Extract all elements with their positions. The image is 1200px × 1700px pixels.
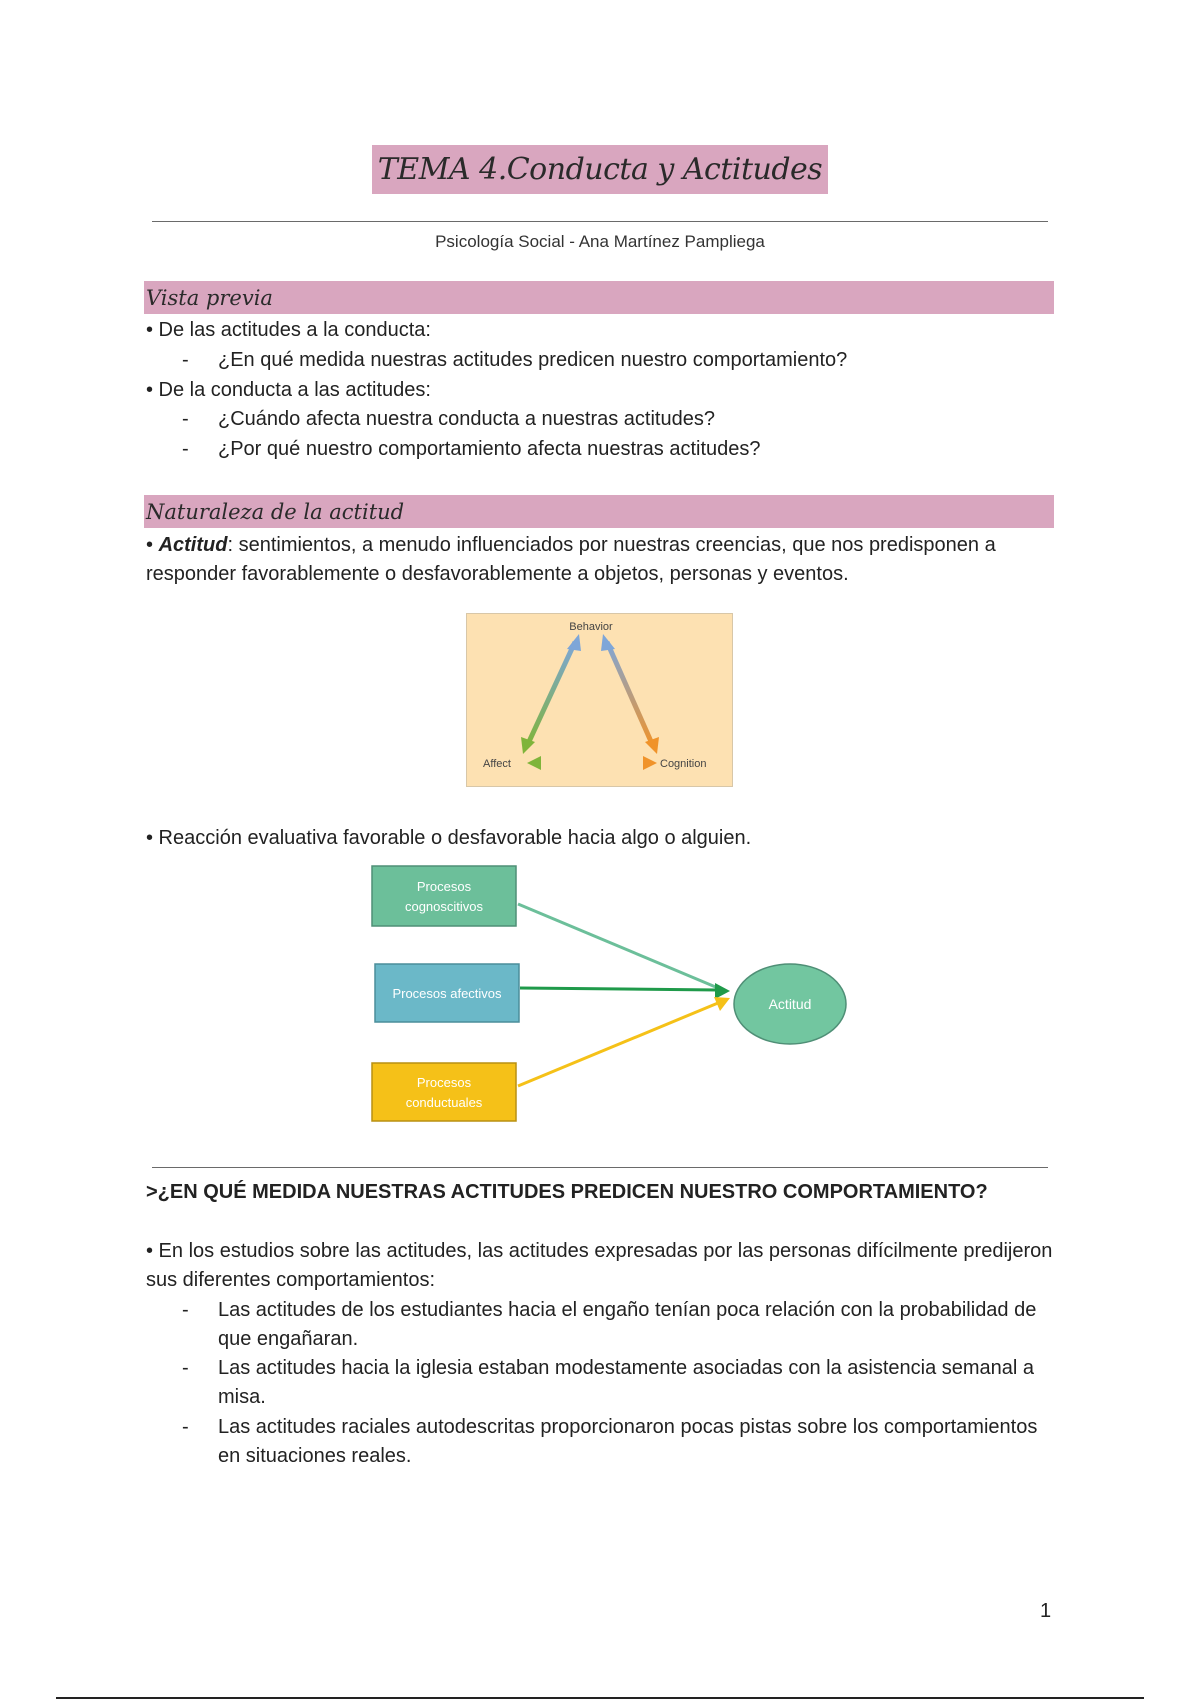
arrowhead-affect-side bbox=[527, 756, 541, 770]
evaluative-reaction: • Reacción evaluativa favorable o desfavorable hacia algo o alguien. bbox=[146, 827, 752, 849]
section-title-nature: Naturaleza de la actitud bbox=[146, 500, 405, 524]
ellipse-attitude-label: Actitud bbox=[768, 996, 812, 1012]
arrowhead-attitude-center bbox=[715, 983, 730, 999]
label-affect: Affect bbox=[483, 758, 511, 770]
header-divider bbox=[152, 221, 1048, 222]
abc-model-diagram bbox=[466, 613, 733, 787]
question-item-1: Las actitudes de los estudiantes hacia el engaño tenían poca relación con la probabilidad de que engañaran. bbox=[218, 1299, 1037, 1350]
arrowhead-behavior-right bbox=[601, 634, 615, 651]
list-dash: - bbox=[182, 1299, 189, 1321]
list-dash: - bbox=[182, 349, 189, 371]
question-intro: • En los estudios sobre las actitudes, las actitudes expresadas por las personas difícilmente predijeron sus diferentes comportamientos: bbox=[146, 1240, 1053, 1291]
page-subtitle: Psicología Social - Ana Martínez Pampliega bbox=[435, 232, 765, 251]
box-cognitive bbox=[372, 866, 516, 926]
bottom-border bbox=[56, 1697, 1144, 1699]
label-cognition: Cognition bbox=[660, 758, 707, 770]
title-wrap bbox=[0, 145, 1200, 194]
attitude-process-diagram bbox=[360, 858, 860, 1128]
arrow-affect-behavior bbox=[527, 642, 575, 746]
preview-bullet-1-item-1: ¿En qué medida nuestras actitudes predicen nuestro comportamiento? bbox=[218, 349, 848, 371]
attitude-definition: • Actitud: sentimientos, a menudo influenciados por nuestras creencias, que nos predisponen a responder favorablemente o desfavorablemente a objetos, personas y eventos. bbox=[146, 534, 996, 585]
preview-bullet-2-item-2: ¿Por qué nuestro comportamiento afecta nuestras actitudes? bbox=[218, 438, 761, 460]
attitude-definition-text: : sentimientos, a menudo influenciados por nuestras creencias, que nos predisponen a responder favorablemente o desfavorablemente a objetos, personas y eventos. bbox=[146, 534, 996, 585]
box-cognitive-line-2: cognoscitivos bbox=[404, 899, 484, 914]
section-divider bbox=[152, 1167, 1048, 1168]
arrowhead-cognition-top bbox=[645, 737, 659, 754]
box-behavioral-line-1: Procesos bbox=[416, 1075, 472, 1090]
list-dash: - bbox=[182, 438, 189, 460]
list-dash: - bbox=[182, 1357, 189, 1379]
abc-model-svg bbox=[467, 614, 732, 786]
attitude-process-svg bbox=[360, 858, 860, 1128]
preview-bullet-2-item-1: ¿Cuándo afecta nuestra conducta a nuestras actitudes? bbox=[218, 408, 715, 430]
arrowhead-affect-top bbox=[521, 737, 535, 754]
arrowhead-cognition-side bbox=[643, 756, 657, 770]
label-behavior: Behavior bbox=[569, 621, 613, 633]
arrow-behavioral-attitude bbox=[518, 1003, 718, 1086]
section-title-preview: Vista previa bbox=[146, 286, 273, 310]
question-item-2: Las actitudes hacia la iglesia estaban modestamente asociadas con la asistencia semanal a misa. bbox=[218, 1357, 1035, 1408]
section-header-nature bbox=[144, 495, 1054, 528]
box-affective-label: Procesos afectivos bbox=[392, 986, 502, 1001]
page-number: 1 bbox=[1040, 1600, 1052, 1622]
box-behavioral bbox=[372, 1063, 516, 1121]
preview-bullet-1: • De las actitudes a la conducta: bbox=[146, 319, 431, 341]
box-behavioral-line-2: conductuales bbox=[405, 1095, 483, 1110]
box-cognitive-line-1: Procesos bbox=[416, 879, 472, 894]
arrow-cognitive-attitude bbox=[518, 904, 718, 988]
preview-bullet-2: • De la conducta a las actitudes: bbox=[146, 379, 431, 401]
list-dash: - bbox=[182, 408, 189, 430]
list-dash: - bbox=[182, 1416, 189, 1438]
arrow-affective-attitude bbox=[520, 988, 718, 990]
page-title: TEMA 4.Conducta y Actitudes bbox=[372, 145, 828, 194]
section-header-preview bbox=[144, 281, 1054, 314]
arrow-cognition-behavior bbox=[607, 642, 653, 746]
question-heading: >¿EN QUÉ MEDIDA NUESTRAS ACTITUDES PREDICEN NUESTRO COMPORTAMIENTO? bbox=[146, 1181, 988, 1203]
attitude-term: Actitud bbox=[158, 534, 228, 556]
arrowhead-behavior-left bbox=[567, 634, 581, 651]
question-item-3: Las actitudes raciales autodescritas proporcionaron pocas pistas sobre los comportamientos en situaciones reales. bbox=[218, 1416, 1038, 1467]
